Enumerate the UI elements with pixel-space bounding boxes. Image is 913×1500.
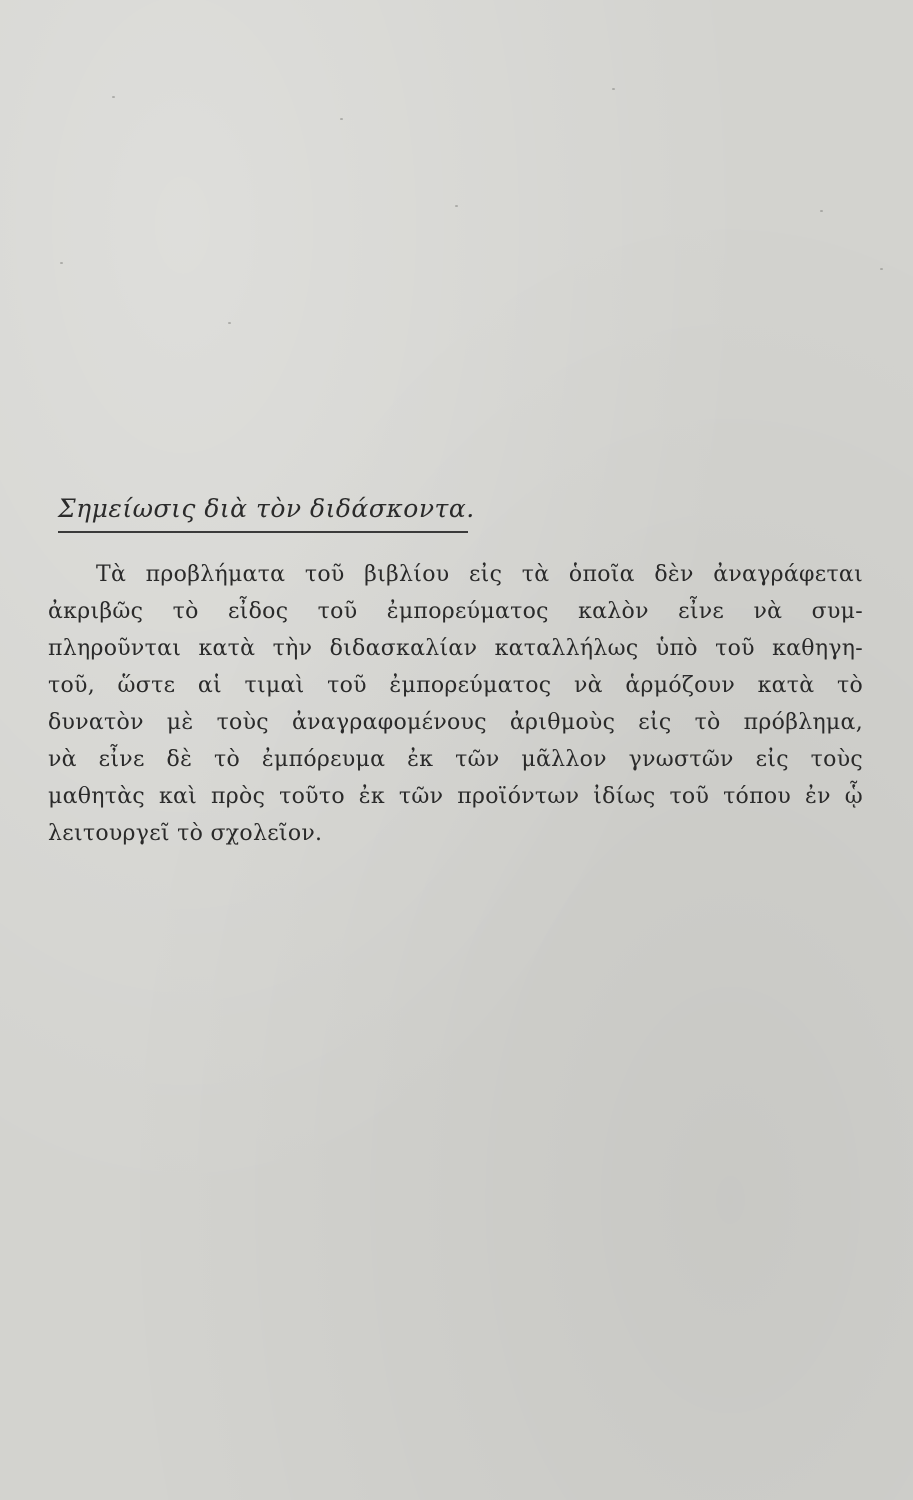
body-line: τοῦ, ὥστε αἱ τιμαὶ τοῦ ἐμπορεύματος νὰ ἁρμόζουν κατὰ τὸ bbox=[48, 673, 863, 698]
paper-speck bbox=[612, 88, 615, 90]
note-body bbox=[48, 556, 863, 852]
paper-speck bbox=[820, 210, 823, 212]
body-line: μαθητὰς καὶ πρὸς τοῦτο ἐκ τῶν προϊόντων ἰδίως τοῦ τόπου ἐν ᾧ bbox=[48, 784, 863, 809]
body-line: πληροῦνται κατὰ τὴν διδασκαλίαν καταλλήλως ὑπὸ τοῦ καθηγη- bbox=[48, 636, 863, 661]
body-line: λειτουργεῖ τὸ σχολεῖον. bbox=[48, 821, 323, 846]
paper-speck bbox=[228, 322, 231, 324]
body-line: δυνατὸν μὲ τοὺς ἀναγραφομένους ἀριθμοὺς εἰς τὸ πρόβλημα, bbox=[48, 710, 863, 735]
body-line: Τὰ προβλήματα τοῦ βιβλίου εἰς τὰ ὁποῖα δὲν ἀναγράφεται bbox=[96, 562, 863, 587]
paper-speck bbox=[880, 268, 883, 270]
paper-speck bbox=[60, 262, 63, 264]
paper-speck bbox=[112, 96, 115, 98]
body-line: νὰ εἶνε δὲ τὸ ἐμπόρευμα ἐκ τῶν μᾶλλον γνωστῶν εἰς τοὺς bbox=[48, 747, 863, 772]
body-line: ἀκριβῶς τὸ εἶδος τοῦ ἐμπορεύματος καλὸν εἶνε νὰ συμ- bbox=[48, 599, 863, 624]
note-heading: Σημείωσις διὰ τὸν διδάσκοντα. bbox=[58, 494, 468, 533]
paper-speck bbox=[455, 205, 458, 207]
paper-speck bbox=[340, 118, 343, 120]
